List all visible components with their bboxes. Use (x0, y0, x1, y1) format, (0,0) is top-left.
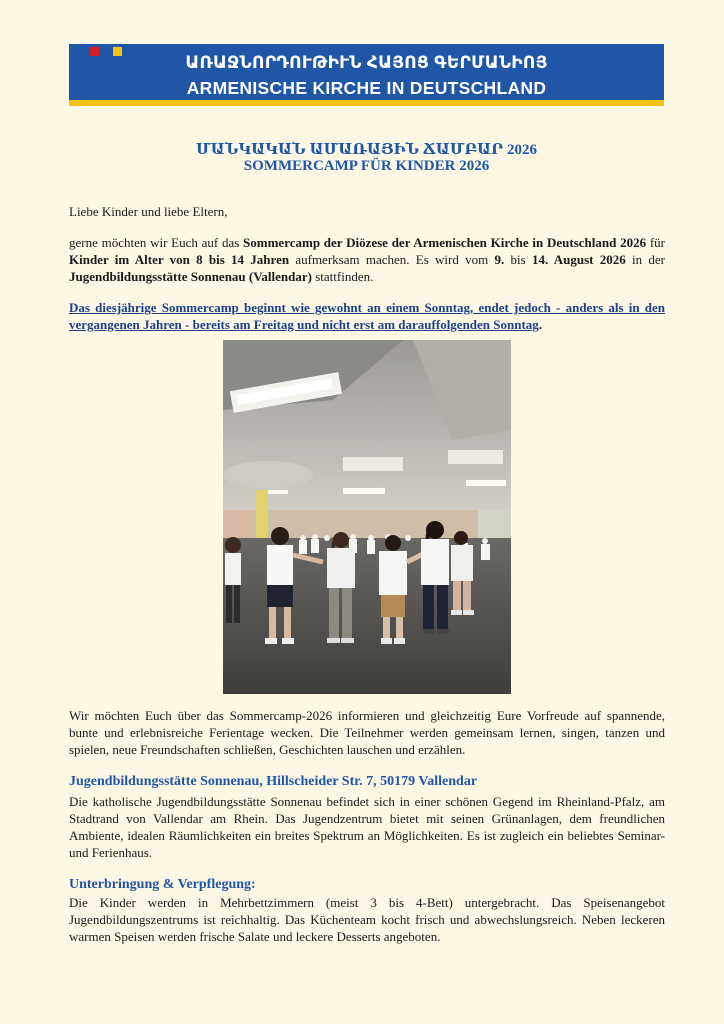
intro-paragraph: gerne möchten wir Euch auf das Sommercamp der Diözese der Armenischen Kirche in Deutschland 2026 für Kinder im Alter von 8 bis 14 Jahren aufmerksam machen. Es wird vom 9. bis 14. August 2026 in der Jugendbildungsstätte Sonnenau (Vallendar) stattfinden. (69, 235, 665, 284)
location-paragraph: Die katholische Jugendbildungsstätte Sonnenau befindet sich in einer schönen Gegend im Rheinland-Pfalz, am Stadtrand von Vallendar am Rhein. Das Jugendzentrum bietet mit seinen Grünanlagen, dem freundlichen Ambiente, idealen Räumlichkeiten ein breites Spektrum an Möglichkeiten. Es ist zugleich ein beliebtes Seminar- und Ferienhaus. (69, 794, 665, 860)
banner-title-armenian: ԱՌԱՋՆՈՐԴՈՒԹԻՒՆ ՀԱՅՈՑ ԳԵՐՄԱՆԻՈՅ (185, 53, 548, 72)
document-title-armenian: ՄԱՆԿԱԿԱՆ ԱՄԱՌԱՅԻՆ ՃԱՄԲԱՐ 2026 (195, 142, 537, 158)
document-title-german: SOMMERCAMP FÜR KINDER 2026 (243, 158, 490, 174)
location-heading: Jugendbildungsstätte Sonnenau, Hillscheider Str. 7, 50179 Vallendar (69, 774, 478, 789)
accommodation-paragraph: Die Kinder werden in Mehrbettzimmern (meist 3 bis 4-Bett) untergebracht. Das Speisenangebot Jugendbildungszentrums ist reichhaltig. Das Küchenteam kocht frisch und abwechslungsreich. Neben leckeren warmen Speisen werden frische Salate und leckere Desserts angeboten. (69, 895, 665, 944)
camp-dance-photo (223, 340, 511, 694)
accommodation-heading: Unterbringung & Verpflegung: (69, 877, 256, 892)
greeting: Liebe Kinder und liebe Eltern, (69, 204, 228, 219)
banner-title-german: ARMENISCHE KIRCHE IN DEUTSCHLAND (186, 78, 547, 98)
info-paragraph: Wir möchten Euch über das Sommercamp-2026 informieren und gleichzeitig Eure Vorfreude auf spannende, bunte und erlebnisreiche Ferientage wecken. Die Teilnehmer werden gemeinsam lernen, singen, tanzen und spielen, neue Freundschaften schließen, Geschichten lauschen und erzählen. (69, 708, 665, 757)
photo-illustration (223, 340, 511, 694)
header-banner (69, 44, 664, 106)
schedule-notice: Das diesjährige Sommercamp beginnt wie gewohnt an einem Sonntag, endet jedoch - anders als in den vergangenen Jahren - bereits am Freitag und nicht erst am darauffolgenden Sonntag. (69, 300, 665, 332)
